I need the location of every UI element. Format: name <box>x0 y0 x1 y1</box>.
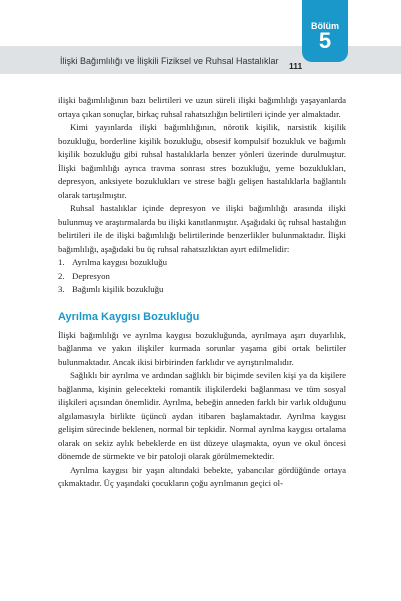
list-item <box>58 283 346 297</box>
paragraph-1: ilişki bağımlılığının bazı belirtileri ve uzun süreli ilişki bağımlılığı yaşayanlarda ortaya çıkan sonuçlar, birkaç ruhsal rahatsızlığın belirtileri içinde yer almaktadır. <box>58 95 346 119</box>
paragraph-5: Sağlıklı bir ayrılma ve ardından sağlıklı bir biçimde sevilen kişi ya da kişilere bağlanma, kişinin gelecekteki romantik ilişkilerdeki bağlanması ve tüm sosyal ilişkileri açısından önemlidir. Ayrılma, bebeğin anneden farklı bir varlık olduğunu algılamasıyla birlikte üçüncü aydan itibaren başlamaktadır. Ayrılma kaygısı gelişim sürecinde beklenen, normal bir tepkidir. Normal ayrılma kaygısı ortalama olarak on sekiz aylık bebeklerde en üst düzeye ulaşmakta, oyun ve okul öncesi dönemde de sürmekte ve bir patoloji olarak görülmemektedir. <box>58 370 346 461</box>
list-item <box>58 270 346 284</box>
list-item-text: Bağımlı kişilik bozukluğu <box>72 284 164 294</box>
list-item <box>58 256 346 270</box>
list-item-number: 2. <box>58 270 65 281</box>
disorder-list <box>58 256 346 297</box>
section-heading: Ayrılma Kaygısı Bozukluğu <box>58 310 200 323</box>
paragraph-2: Kimi yayınlarda ilişki bağımlılığının, nörotik kişilik, narsistik kişilik bozukluğu, borderline kişilik bozukluğu, obsesif kompulsif bozukluk ve bağımlı kişilik bozukluğu gibi ruhsal hastalıklarla benzer yönleri üzerinde durulmuştur. İlişki bağımlılığı ayrıca travma sonrası stres bozukluğu, yeme bozuklukları, depresyon, anksiyete bozuklukları ve strese bağlı gelişen hastalıklarla bağlantılı olarak tartışılmıştır. <box>58 122 346 200</box>
paragraph-3: Ruhsal hastalıklar içinde depresyon ve ilişki bağımlılığı arasında ilişki bulunmuş ve araştırmalarda bu ilişki kanıtlanmıştır. Aşağıdaki üç ruhsal hastalığın belirtileri ile de ilişki bağımlılığı belirtilerinde benzerlikler bulunmaktadır. İlişki bağımlılığı, aşağıdaki bu üç ruhsal rahatsızlıktan ayırt edilmelidir: <box>58 203 346 254</box>
paragraph-4: İlişki bağımlılığı ve ayrılma kaygısı bozukluğunda, ayrılmaya aşırı duyarlılık, bağlanma ve yakın ilişkiler kurmada sorunlar yaşama gibi ortak belirtiler bulunmaktadır. Ancak ikisi birbirinden farklıdır ve ayrıştırılmalıdır. <box>58 329 346 367</box>
list-item-text: Depresyon <box>72 270 110 281</box>
page-body <box>58 94 346 491</box>
list-item-number: 3. <box>58 284 65 294</box>
running-header-title: İlişki Bağımlılığı ve İlişkili Fiziksel ve Ruhsal Hastalıklar <box>60 56 279 66</box>
chapter-tab <box>302 0 348 62</box>
list-item-number: 1. <box>58 257 65 267</box>
chapter-number: 5 <box>318 28 332 53</box>
paragraph-6: Ayrılma kaygısı bir yaşın altındaki bebekte, yabancılar gördüğünde ortaya çıkmaktadır. Üç yaşındaki çocukların çoğu ayrılmanın geçici ol- <box>58 464 346 488</box>
page-number: 111 <box>289 61 303 71</box>
chapter-label: Bölüm <box>311 21 339 31</box>
list-item-text: Ayrılma kaygısı bozukluğu <box>72 257 167 267</box>
